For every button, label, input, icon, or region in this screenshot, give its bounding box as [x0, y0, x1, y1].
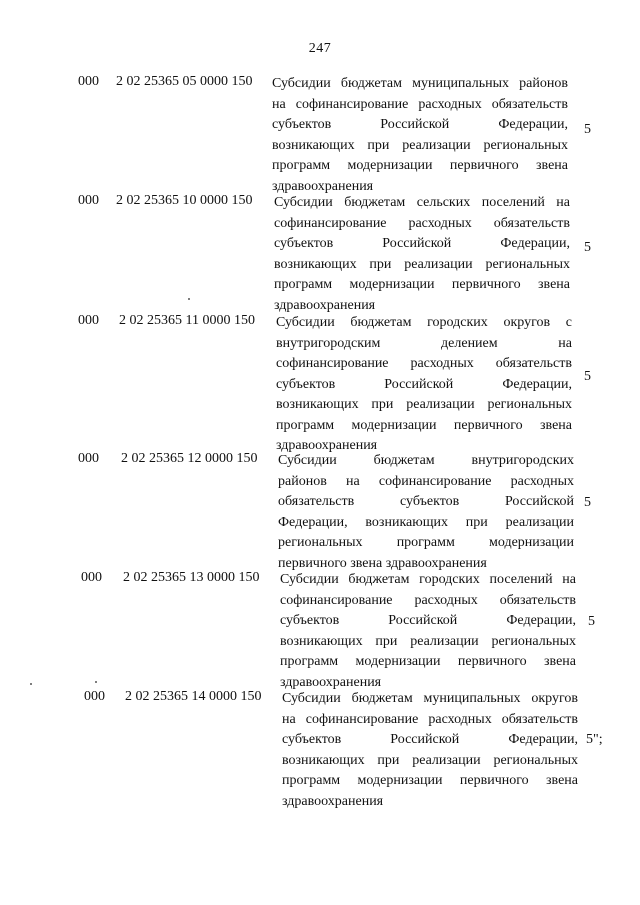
income-description: [274, 193, 570, 316]
description-line: софинансирование расходных обязательств: [274, 215, 570, 231]
description-line: здравоохранения: [272, 178, 374, 194]
description-line: Субсидии бюджетам сельских поселений на: [274, 195, 570, 210]
budget-classification-code: 2 02 25365 14 0000 150: [125, 689, 262, 704]
code-amount: 5: [584, 240, 591, 255]
description-line: программ модернизации первичного звена: [280, 654, 576, 669]
income-description: [280, 570, 576, 693]
description-line: внутригородским делением на: [276, 335, 572, 351]
description-line: здравоохранения: [276, 438, 378, 453]
description-line: Субсидии бюджетам городских поселений на: [280, 572, 576, 587]
description-line: на софинансирование расходных обязательств: [282, 711, 578, 727]
description-line: возникающих при реализации региональных: [282, 752, 578, 768]
org-code: 000: [78, 193, 99, 208]
budget-classification-code: 2 02 25365 12 0000 150: [121, 451, 258, 466]
description-line: первичного звена здравоохранения: [278, 555, 487, 571]
income-description: [282, 689, 578, 812]
description-line: программ модернизации первичного звена: [272, 158, 568, 173]
code-amount: 5: [588, 614, 595, 629]
income-description: [276, 313, 572, 457]
org-code: 000: [78, 313, 99, 328]
description-line: субъектов Российской Федерации,: [272, 117, 568, 132]
description-line: на софинансирование расходных обязательств: [272, 96, 568, 112]
description-line: здравоохранения: [280, 674, 382, 690]
description-line: возникающих при реализации региональных: [274, 256, 570, 272]
description-line: районов на софинансирование расходных: [278, 473, 574, 489]
description-line: Федерации, возникающих при реализации: [278, 514, 574, 530]
description-line: программ модернизации первичного звена: [274, 277, 570, 292]
description-line: возникающих при реализации региональных: [272, 137, 568, 153]
budget-classification-code: 2 02 25365 13 0000 150: [123, 570, 260, 585]
description-line: субъектов Российской Федерации,: [276, 376, 572, 392]
description-line: Субсидии бюджетам муниципальных округов: [282, 691, 578, 706]
description-line: Субсидии бюджетам городских округов с: [276, 315, 572, 330]
org-code: 000: [78, 451, 99, 466]
budget-classification-code: 2 02 25365 11 0000 150: [119, 313, 255, 328]
description-line: возникающих при реализации региональных: [280, 633, 576, 649]
scan-speck: [95, 681, 97, 683]
budget-classification-code: 2 02 25365 10 0000 150: [116, 193, 253, 208]
description-line: здравоохранения: [282, 793, 384, 809]
scan-speck: [188, 298, 190, 300]
income-description: [272, 74, 568, 197]
budget-classification-code: 2 02 25365 05 0000 150: [116, 74, 253, 89]
description-line: возникающих при реализации региональных: [276, 397, 572, 412]
org-code: 000: [78, 74, 99, 89]
description-line: субъектов Российской Федерации,: [282, 732, 578, 747]
description-line: обязательств субъектов Российской: [278, 494, 574, 509]
code-amount: 5: [584, 122, 591, 137]
description-line: субъектов Российской Федерации,: [280, 613, 576, 628]
scan-speck: [30, 683, 32, 685]
income-description: [278, 451, 574, 574]
code-amount: 5: [584, 495, 591, 510]
description-line: Субсидии бюджетам внутригородских: [278, 453, 574, 468]
description-line: программ модернизации первичного звена: [282, 773, 578, 788]
description-line: софинансирование расходных обязательств: [276, 356, 572, 371]
description-line: здравоохранения: [274, 297, 376, 313]
page-number: 247: [308, 41, 332, 56]
code-amount: 5: [584, 369, 591, 384]
description-line: региональных программ модернизации: [278, 535, 574, 550]
description-line: программ модернизации первичного звена: [276, 417, 572, 433]
description-line: субъектов Российской Федерации,: [274, 236, 570, 251]
code-amount: 5";: [586, 732, 603, 747]
description-line: софинансирование расходных обязательств: [280, 592, 576, 608]
org-code: 000: [81, 570, 102, 585]
org-code: 000: [84, 689, 105, 704]
description-line: Субсидии бюджетам муниципальных районов: [272, 76, 568, 91]
